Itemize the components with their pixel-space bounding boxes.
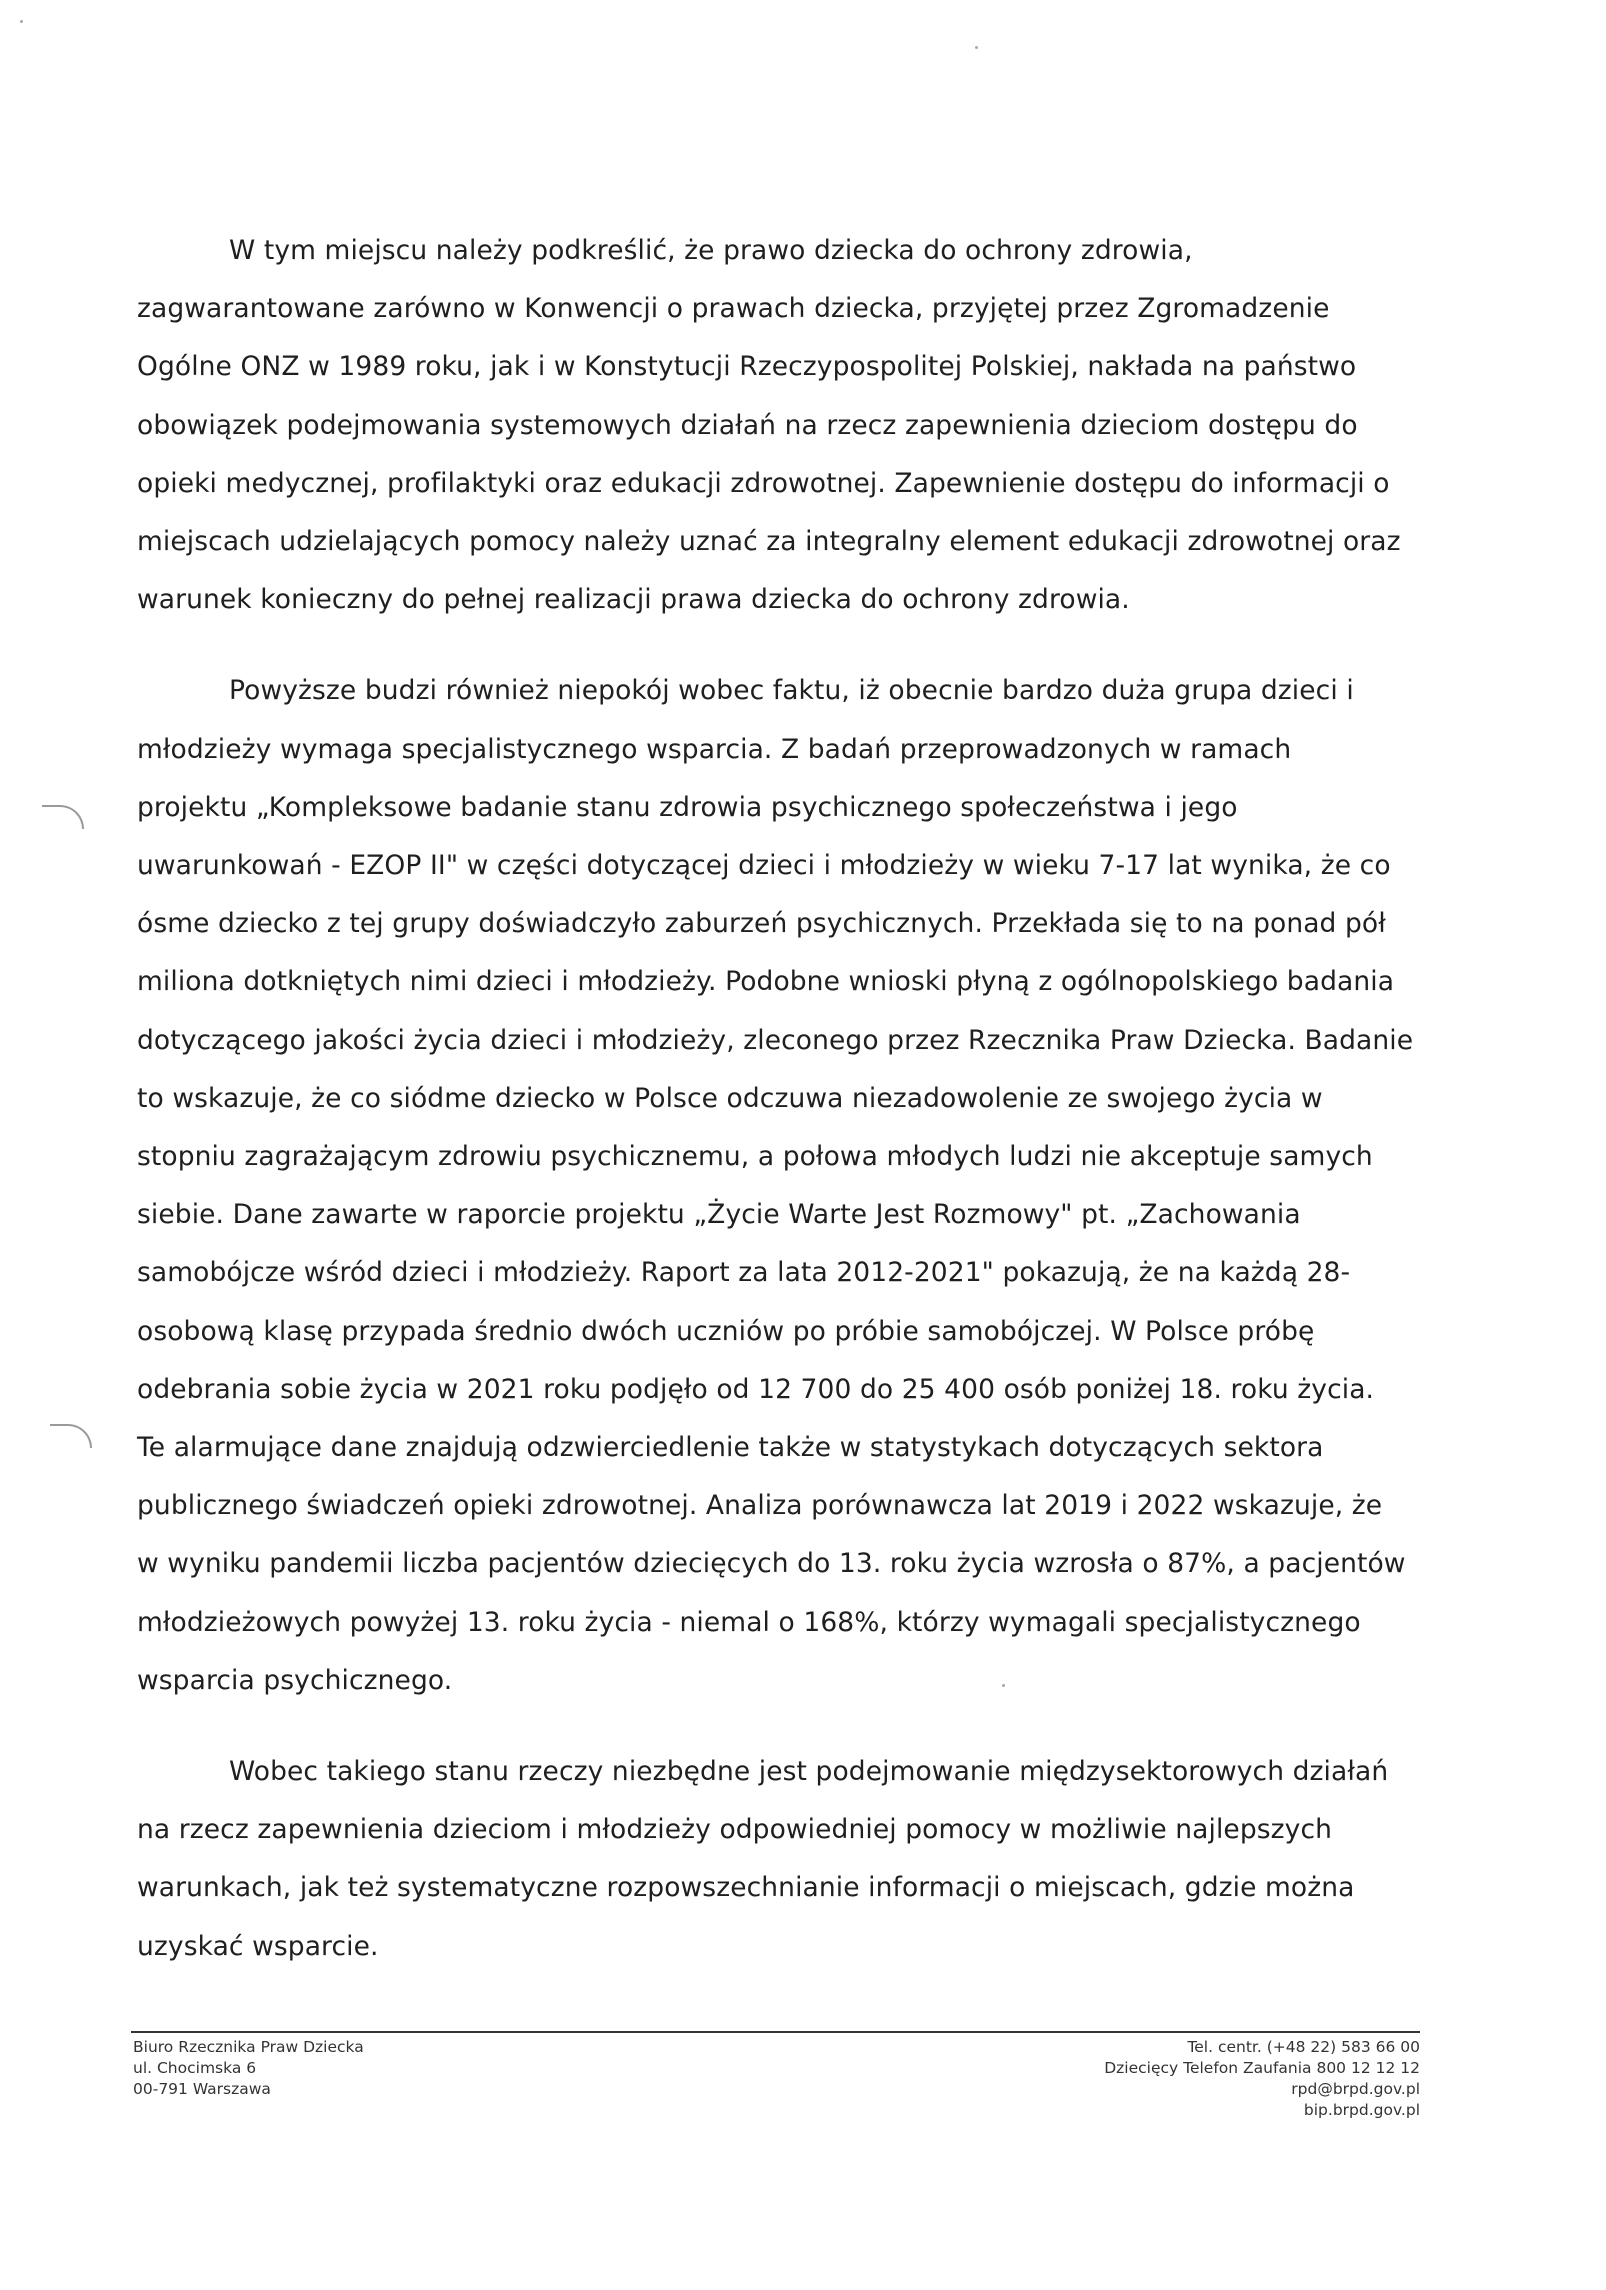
text-line: W tym miejscu należy podkreślić, że prawo dziecka do ochrony zdrowia, xyxy=(229,235,1193,266)
footer-city: 00-791 Warszawa xyxy=(133,2080,271,2098)
footer-divider xyxy=(131,2031,1420,2033)
scan-dot xyxy=(975,46,978,49)
text-line: w wyniku pandemii liczba pacjentów dziecięcych do 13. roku życia wzrosła o 87%, a pacjentów xyxy=(137,1548,1406,1580)
text-line: publicznego świadczeń opieki zdrowotnej. Analiza porównawcza lat 2019 i 2022 wskazuje, że xyxy=(137,1490,1383,1522)
text-line: uzyskać wsparcie. xyxy=(137,1930,379,1962)
footer-street: ul. Chocimska 6 xyxy=(133,2059,257,2077)
text-line: uwarunkowań - EZOP II" w części dotyczącej dzieci i młodzieży w wieku 7-17 lat wynika, że co xyxy=(137,850,1391,882)
text-line: siebie. Dane zawarte w raporcie projektu „Życie Warte Jest Rozmowy" pt. „Zachowania xyxy=(137,1199,1301,1231)
letter-body xyxy=(137,222,1415,2009)
footer-helpline: Dziecięcy Telefon Zaufania 800 12 12 12 xyxy=(1104,2059,1420,2077)
punch-hole-mark xyxy=(50,1424,92,1448)
scan-dot xyxy=(20,20,23,23)
text-line: opieki medycznej, profilaktyki oraz edukacji zdrowotnej. Zapewnienie dostępu do informacji o xyxy=(137,467,1390,499)
text-line: miejscach udzielających pomocy należy uznać za integralny element edukacji zdrowotnej oraz xyxy=(137,526,1401,558)
text-line: wsparcia psychicznego. xyxy=(137,1664,453,1696)
footer-address xyxy=(133,2037,364,2100)
footer-contact xyxy=(1104,2037,1420,2121)
paragraph-mental-health-statistics xyxy=(137,662,1415,1710)
footer-office-name: Biuro Rzecznika Praw Dziecka xyxy=(133,2038,364,2056)
text-line: na rzecz zapewnienia dzieciom i młodzieży odpowiedniej pomocy w możliwie najlepszych xyxy=(137,1814,1333,1846)
footer-email: rpd@brpd.gov.pl xyxy=(1291,2080,1420,2098)
text-line: stopniu zagrażającym zdrowiu psychicznemu, a połowa młodych ludzi nie akceptuje samych xyxy=(137,1141,1373,1173)
text-line: dotyczącego jakości życia dzieci i młodzieży, zleconego przez Rzecznika Praw Dziecka. Badanie xyxy=(137,1024,1414,1056)
footer-website: bip.brpd.gov.pl xyxy=(1303,2101,1420,2119)
punch-hole-mark xyxy=(42,805,84,829)
text-line: osobową klasę przypada średnio dwóch uczniów po próbie samobójczej. W Polsce próbę xyxy=(137,1315,1315,1347)
paragraph-health-rights xyxy=(137,222,1415,629)
text-line: warunkach, jak też systematyczne rozpowszechnianie informacji o miejscach, gdzie można xyxy=(137,1872,1355,1904)
text-line: to wskazuje, że co siódme dziecko w Polsce odczuwa niezadowolenie ze swojego życia w xyxy=(137,1082,1323,1114)
text-line: samobójcze wśród dzieci i młodzieży. Raport za lata 2012-2021" pokazują, że na każdą 28- xyxy=(137,1257,1351,1289)
footer-phone: Tel. centr. (+48 22) 583 66 00 xyxy=(1187,2038,1420,2056)
text-line: Ogólne ONZ w 1989 roku, jak i w Konstytucji Rzeczypospolitej Polskiej, nakłada na państwo xyxy=(137,351,1357,383)
text-line: projektu „Kompleksowe badanie stanu zdrowia psychicznego społeczeństwa i jego xyxy=(137,791,1238,823)
text-line: warunek konieczny do pełnej realizacji prawa dziecka do ochrony zdrowia. xyxy=(137,584,1130,616)
text-line: Powyższe budzi również niepokój wobec faktu, iż obecnie bardzo duża grupa dzieci i xyxy=(229,675,1354,707)
text-line: obowiązek podejmowania systemowych działań na rzecz zapewnienia dzieciom dostępu do xyxy=(137,409,1358,441)
text-line: Te alarmujące dane znajdują odzwierciedlenie także w statystykach dotyczących sektora xyxy=(137,1432,1324,1464)
text-line: miliona dotkniętych nimi dzieci i młodzieży. Podobne wnioski płyną z ogólnopolskiego badania xyxy=(137,966,1395,998)
text-line: młodzieżowych powyżej 13. roku życia - niemal o 168%, którzy wymagali specjalistycznego xyxy=(137,1606,1361,1638)
text-line: młodzieży wymaga specjalistycznego wsparcia. Z badań przeprowadzonych w ramach xyxy=(137,733,1292,765)
text-line: Wobec takiego stanu rzeczy niezbędne jest podejmowanie międzysektorowych działań xyxy=(229,1756,1389,1788)
paragraph-conclusion xyxy=(137,1743,1415,1976)
text-line: ósme dziecko z tej grupy doświadczyło zaburzeń psychicznych. Przekłada się to na ponad pół xyxy=(137,908,1386,940)
text-line: zagwarantowane zarówno w Konwencji o prawach dziecka, przyjętej przez Zgromadzenie xyxy=(137,293,1330,325)
text-line: odebrania sobie życia w 2021 roku podjęło od 12 700 do 25 400 osób poniżej 18. roku życia. xyxy=(137,1373,1375,1405)
